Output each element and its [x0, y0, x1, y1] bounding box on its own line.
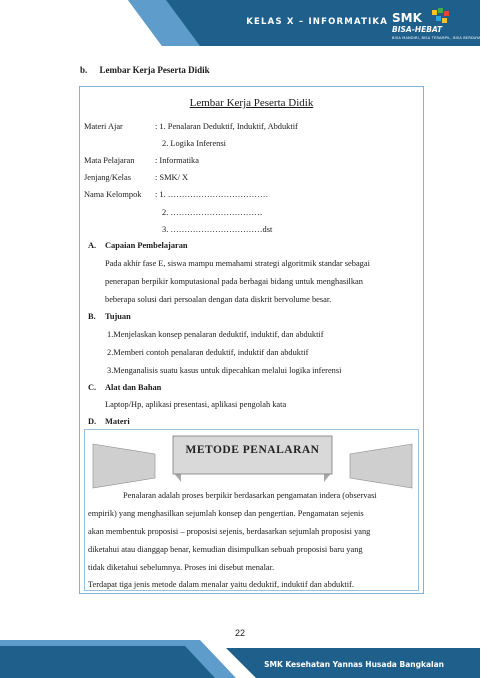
materi-banner-title: METODE PENALARAN	[185, 444, 320, 456]
materi-box	[84, 429, 419, 591]
field-value-kelas: : SMK/ X	[155, 173, 189, 182]
field-label-kelompok: Nama Kelompok	[84, 190, 142, 199]
field-value-materi-1: : 1. Penalaran Deduktif, Induktif, Abduktif	[155, 122, 298, 131]
footer-school-name: SMK Kesehatan Yannas Husada Bangkalan	[264, 660, 444, 669]
section-letter: b.	[80, 65, 88, 75]
logo-main-text: SMK	[392, 11, 422, 25]
footer-banner	[0, 640, 480, 678]
materi-banner-shape	[85, 430, 420, 490]
section-a-line-1: Pada akhir fase E, siswa mampu memahami strategi algoritmik standar sebagai	[105, 259, 370, 268]
school-logo	[392, 7, 494, 45]
section-a-line-2: penerapan berpikir komputasional pada berbagai bidang untuk menghasilkan	[105, 277, 363, 286]
section-b-title: Tujuan	[105, 312, 131, 321]
field-value-kelompok-1: : 1. ………………………………	[155, 190, 269, 199]
field-value-mapel: : Informatika	[155, 156, 199, 165]
section-d-title: Materi	[105, 417, 130, 426]
section-d-letter: D.	[88, 417, 97, 426]
materi-line-4: diketahui atau dianggap benar, kemudian disimpulkan sebuah proposisi baru yang	[88, 545, 363, 554]
section-heading-text: Lembar Kerja Peserta Didik	[99, 65, 210, 75]
materi-line-6: Terdapat tiga jenis metode dalam menalar yaitu deduktif, induktif dan abduktif.	[88, 580, 354, 589]
section-c-text: Laptop/Hp, aplikasi presentasi, aplikasi pengolah kata	[105, 400, 287, 409]
field-value-materi-2: 2. Logika Inferensi	[162, 139, 226, 148]
worksheet-title: Lembar Kerja Peserta Didik	[189, 97, 314, 109]
logo-sub-text: BISA-HEBAT	[392, 25, 443, 34]
logo-tagline: BISA MANDIRI, BISA TERAMPIL, BISA BERDAYA SAING	[392, 36, 494, 40]
materi-line-3: akan membentuk proposisi – proposisi sejenis, berdasarkan sejumlah proposisi yang	[88, 527, 371, 536]
tujuan-item-2: 2.Memberi contoh penalaran deduktif, induktif dan abduktif	[107, 348, 309, 357]
tujuan-item-1: 1.Menjelaskan konsep penalaran deduktif, induktif, dan abduktif	[107, 330, 324, 339]
materi-line-5: tidak diketahui sebelumnya. Proses ini disebut menalar.	[88, 563, 275, 572]
page-number: 22	[234, 628, 245, 638]
section-a-line-3: beberapa solusi dari persoalan dengan data diskrit bervolume besar.	[105, 295, 332, 304]
worksheet-box	[79, 86, 424, 594]
tujuan-item-3: 3.Menganalisis suatu kasus untuk dipecahkan melalui logika inferensi	[107, 366, 342, 375]
section-a-letter: A.	[88, 241, 97, 250]
materi-line-2: empirik) yang menghasilkan sejumlah konsep dan pengertian. Pengamatan sejenis	[88, 509, 364, 518]
field-label-kelas: Jenjang/Kelas	[84, 173, 131, 182]
logo-blocks-icon	[430, 8, 452, 26]
section-c-letter: C.	[88, 383, 97, 392]
header-title: KELAS X – INFORMATIKA	[246, 17, 388, 27]
materi-line-1: Penalaran adalah proses berpikir berdasarkan pengamatan indera (observasi	[123, 491, 377, 500]
section-c-title: Alat dan Bahan	[105, 383, 162, 392]
section-b-letter: B.	[88, 312, 96, 321]
section-a-title: Capaian Pembelajaran	[105, 241, 188, 250]
field-label-materi: Materi Ajar	[84, 122, 123, 131]
section-heading	[80, 65, 210, 75]
field-label-mapel: Mata Pelajaran	[84, 156, 135, 165]
field-value-kelompok-3: 3. ……………………………dst	[162, 225, 273, 234]
field-value-kelompok-2: 2. ……………………………	[162, 208, 263, 217]
